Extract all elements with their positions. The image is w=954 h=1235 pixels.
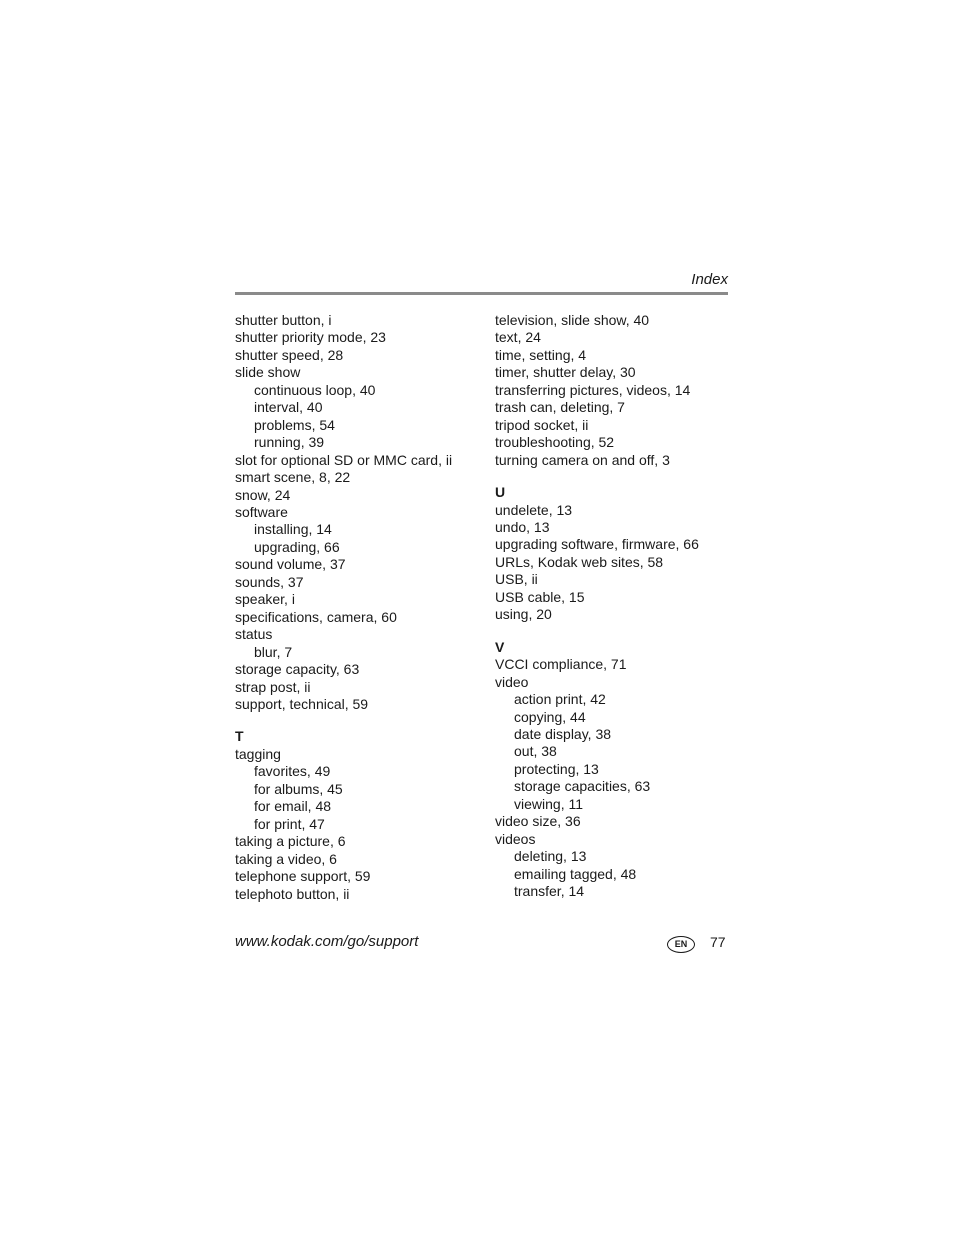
index-subentry: emailing tagged, 48 <box>514 865 637 882</box>
index-subentry: storage capacities, 63 <box>514 778 651 795</box>
running-header-title: Index <box>691 271 728 288</box>
index-entry: turning camera on and off, 3 <box>495 451 670 468</box>
index-entry: time, setting, 4 <box>495 346 587 363</box>
index-entry: support, technical, 59 <box>235 695 369 712</box>
index-entry: sound volume, 37 <box>235 556 346 573</box>
index-entry: specifications, camera, 60 <box>235 608 397 625</box>
index-entry: video size, 36 <box>495 813 581 830</box>
index-subentry: action print, 42 <box>514 691 606 708</box>
index-subentry: deleting, 13 <box>514 848 587 865</box>
index-subentry: for print, 47 <box>254 815 325 832</box>
index-entry: undo, 13 <box>495 518 550 535</box>
index-entry: timer, shutter delay, 30 <box>495 364 636 381</box>
index-subentry: installing, 14 <box>254 521 332 538</box>
index-entry: tagging <box>235 745 281 762</box>
index-subentry: protecting, 13 <box>514 760 599 777</box>
index-column-left <box>235 312 485 903</box>
index-subentry: for email, 48 <box>254 798 332 815</box>
index-entry: snow, 24 <box>235 486 291 503</box>
index-subentry: transfer, 14 <box>514 883 585 900</box>
index-entry: USB cable, 15 <box>495 588 585 605</box>
index-subentry: copying, 44 <box>514 708 586 725</box>
index-subentry: out, 38 <box>514 743 557 760</box>
index-subentry: viewing, 11 <box>514 795 584 812</box>
index-entry: taking a picture, 6 <box>235 833 346 850</box>
index-entry: smart scene, 8, 22 <box>235 469 351 486</box>
header-rule <box>235 292 728 295</box>
index-section-letter: V <box>495 638 505 655</box>
index-entry: sounds, 37 <box>235 573 304 590</box>
index-entry: using, 20 <box>495 606 552 623</box>
index-entry: storage capacity, 63 <box>235 661 360 678</box>
index-subentry: upgrading, 66 <box>254 538 340 555</box>
index-entry: telephoto button, ii <box>235 885 350 902</box>
index-subentry: blur, 7 <box>254 643 293 660</box>
index-entry: text, 24 <box>495 329 541 346</box>
index-entry: trash can, deleting, 7 <box>495 399 625 416</box>
index-entry: transferring pictures, videos, 14 <box>495 381 691 398</box>
index-entry: videos <box>495 830 536 847</box>
page-number: 77 <box>710 934 726 950</box>
footer-url[interactable]: www.kodak.com/go/support <box>235 933 419 950</box>
index-entry: software <box>235 503 288 520</box>
index-entry: undelete, 13 <box>495 501 573 518</box>
index-subentry: favorites, 49 <box>254 763 331 780</box>
index-entry: VCCI compliance, 71 <box>495 656 627 673</box>
index-subentry: interval, 40 <box>254 399 323 416</box>
index-entry: television, slide show, 40 <box>495 312 650 328</box>
index-entry: tripod socket, ii <box>495 416 589 433</box>
index-section-letter: U <box>495 484 506 501</box>
index-entry: slide show <box>235 364 301 381</box>
index-entry: shutter speed, 28 <box>235 346 344 363</box>
index-subentry: problems, 54 <box>254 416 335 433</box>
index-subentry: running, 39 <box>254 434 325 451</box>
index-subentry: continuous loop, 40 <box>254 381 376 398</box>
index-subentry: for albums, 45 <box>254 780 343 797</box>
index-entry: upgrading software, firmware, 66 <box>495 536 699 553</box>
language-badge-icon: EN <box>667 936 695 953</box>
index-entry: video <box>495 673 529 690</box>
index-entry: speaker, i <box>235 591 295 608</box>
index-entry: strap post, ii <box>235 678 311 695</box>
index-section-letter: T <box>235 728 244 745</box>
index-entry: URLs, Kodak web sites, 58 <box>495 553 664 570</box>
index-entry: taking a video, 6 <box>235 850 337 867</box>
index-entry: slot for optional SD or MMC card, ii <box>235 451 453 468</box>
index-entry: troubleshooting, 52 <box>495 434 615 451</box>
index-entry: USB, ii <box>495 571 538 588</box>
index-entry: telephone support, 59 <box>235 868 371 885</box>
index-entry: shutter button, i <box>235 312 332 328</box>
index-entry: status <box>235 626 273 643</box>
index-column-right <box>495 312 745 901</box>
index-entry: shutter priority mode, 23 <box>235 329 386 346</box>
index-subentry: date display, 38 <box>514 725 612 742</box>
